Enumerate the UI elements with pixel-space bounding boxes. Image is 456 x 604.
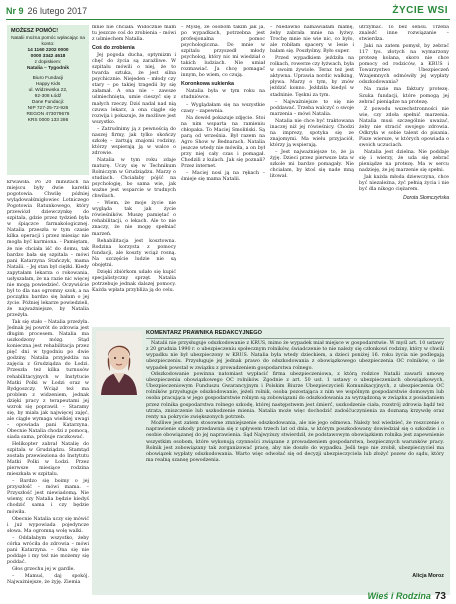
article-paragraph: Jak każda młoda dziewczyna, chce być niezależna, żyć pełnią życia i nie być dla nikogo ciężarem. xyxy=(359,175,449,193)
article-paragraph: Dzięki zbiórkom udało się kupić specjalistyczny sprzęt. Natalia potrzebuje jednak dalszej pomocy. Każda wpłata przybliża ją do celu. xyxy=(92,269,176,293)
transfer-note-value: Natalia – Tygodnik xyxy=(26,66,70,71)
bank-account-line-2: 0000 3342 4618 xyxy=(30,54,66,59)
article-paragraph: Głos grzechu jej w gardle. xyxy=(12,566,75,572)
article-paragraph: Jej pogoda ducha, optymizm i chęć do życia są zaraźliwe. W szpitalu mówili o niej, że to twarda sztuka, że jest silna psychicznie. Niejeden – młody czy stary – po takiej tragedii by się załamał. A ona nie – zawsze uśmiechnięta, umie cieszyć się z małych rzeczy. Dziś nadal nad nią czuwa lekarz, a ona ciągle się rozwija i pokazuje, że możliwe jest wszystko. xyxy=(92,53,176,125)
article-column-4 xyxy=(270,25,354,323)
bank-account-line-1: 14 1160 2202 0000 xyxy=(27,48,69,53)
article-column-5 xyxy=(359,25,449,323)
article-paragraph: Natalia w tym roku zdaje maturę. Uczy się w Technikum Rolniczym w Grudziądzu. Marzy o studiach. Chciałaby pójść na psychologię, bo sama wie, jak ważne jest wsparcie w trudnych chwilach. xyxy=(92,157,176,200)
article-paragraph: – Wiem, że moje życie nie wygląda tak jak życie rówieśników. Muszę pamiętać o rehabilitacji, o lekach. Ale to nie znaczy, że nie mogę spełniać marzeń. xyxy=(92,201,176,237)
subheading: Coś do zrobienia xyxy=(92,45,135,52)
article-paragraph: Z powodu wszechstronności nie wie, czy zdoła spełnić marzenia. Natalia musi szczególnie uważać, żeby nie stracić swojego zdrowia. Odkryła w sobie talent do pisania. Pisze wiersze, w których opowiada o swoich uczuciach. xyxy=(359,106,449,148)
article-paragraph: – Myślę, że osobom takim jak ja, po wypadkach, potrzebna jest profesjonalna pomoc psychologiczna. Do mnie w szpitalu przyszedł młody psycholog, który nic mi wiedział o takich ludziach. Nie umiał rozmawiać. Ja chcę pomagać innym, bo wiem, co czują. xyxy=(181,25,265,79)
foundation-data-label: Dane Fundacji: xyxy=(31,100,65,105)
commentary-paragraph: Odszkodowanie powinna natomiast wypłacić firma ubezpieczeniowa, z którą rodzice Natalii zawarli umowę ubezpieczenia obowiązkowego OC rolników. Zgodnie z art. 50 ust. 1 ustawy o ubezpieczeniach obowiązkowych, Ubezpieczeniowym Funduszu Gwarancyjnym i Polskim Biurze Ubezpieczycieli Komunikacyjnych, z ubezpieczenia OC rolników przysługuje odszkodowanie, jeżeli rolnik, osoba pozostająca z nim we wspólnym gospodarstwie domowym lub osoba pracująca w jego gospodarstwie rolnym są zobowiązani do odszkodowania za wyrządzoną w związku z posiadaniem przez rolnika gospodarstwa rolnego szkodę, której następstwem jest śmierć, uszkodzenie ciała, rozstrój zdrowia bądź też utrata, zniszczenie lub uszkodzenie mienia. Natalia może więc dochodzić zadośćuczynienia za doznaną krzywdę oraz renty na pokrycie zwiększonych potrzeb. xyxy=(146,371,444,420)
commentary-title: KOMENTARZ PRAWNIKA REDAKCYJNEGO xyxy=(146,330,262,336)
article-paragraph: krwawiła. Po 20 minutach na miejscu były dwie karetki pogotowia. Chwilę później wylądowałśmigłowiec Lotniczego Pogotowia Ratunkowego, który przewiózł dziewczynkę do szpitala, gdzie przez tydzień była w śpiączce farmakologicznej. Natalia przeszła w tym czasie kilka operacji i przez miesiąc nie mogła być karmiona. – Pamiętam, że nie chciała iść do domu, tak bardzo bała się szpitala – mówi pani Katarzyna Stańczyk, mama Natalii. – Jej stan był ciężki. Kiedy zapytałam lekarza o rokowania, usłyszałam, że na razie nic więcej nie mogą powiedzieć. Oczywiście był to dla nas ogromny szok, a na początku bardzo się bałam o jej życie. Później lekarze powiedzieli, że najważniejsze, by Natalia przeżyła. xyxy=(7,180,89,319)
article-paragraph: – Maciej nosi ją na rękach – śmieje się mama Natalii. xyxy=(181,171,265,183)
article-column-1 xyxy=(7,180,89,596)
article-paragraph: Natalia nie chce być traktowana inaczej niż jej rówieśnicy. Chodzi na imprezy, spotyka się ze znajomymi. Ma wielu przyjaciół, którzy ją wspierają. xyxy=(270,118,354,148)
subheading: Koronkowa sukienka xyxy=(181,81,234,88)
donation-box-title: MOŻESZ POMÓC! xyxy=(11,28,59,34)
foundation-regon: REGON 473079676 xyxy=(26,112,70,117)
article-paragraph: Helikopter zabrał Natalię do szpitala w Grudziądzu. Stamtąd została przewieziona do Instytutu Matki Polki w Łodzi. Przez pierwsze miesiące rodzina mieszkała w szpitalu. xyxy=(7,442,89,478)
author-signature: Dorota Słomczyńska xyxy=(403,195,449,202)
article-column-2 xyxy=(92,25,176,323)
article-paragraph: Jaki na zatem pomysł, by zebrać 117 tys. złotych na wymarzony protezę kolana, skoro nie chce pomocy od rodziców, a KRUS i Towarzystwo Ubezpieczeń Wzajemnych odmówiły jej wypłaty odszkodowania? xyxy=(359,44,449,86)
magazine-name: Wieś i Rodzina xyxy=(367,591,431,601)
page-footer xyxy=(367,586,446,604)
foundation-city: 92-308 Łódź xyxy=(34,94,62,99)
article-paragraph: – Oddałabym wszystko, żeby córka wróciła do zdrowia – mówi pani Katarzyna. – Ona się nie poddaje i my też nie możemy się poddać. xyxy=(7,535,89,565)
donation-intro: Natalii można pomóc wpłacając na konto: xyxy=(11,36,85,47)
transfer-note-label: z dopiskiem: xyxy=(34,60,62,65)
article-paragraph: Rehabilitacja jest kosztowna. Rodzina korzysta z pomocy fundacji, ale koszty wciąż rosną. Na szczęście ludzie nie są obojętni. xyxy=(92,238,176,268)
article-paragraph: Natalia była w tym roku na studniówce. xyxy=(181,89,265,101)
commentary-paragraph: Możliwe jest zatem stosowne zmniejszenie odszkodowania, ale nie jego odmowa. Należy też wiedzieć, że roszczenie o naprawienie szkody przedawnia się z upływem trzech lat od dnia, w którym poszkodowany dowiedział się o szkodzie i o osobie obowiązanej do jej naprawienia. Sąd Najwyższy stwierdził, że podstawowym obowiązkiem rolnika jest zapewnienie wszystkim osobom, które wykonują czynności związane z prowadzeniem gospodarstwa, bezpiecznych warunków pracy. Rolnik jest zobowiązany tak zorganizować pracę, aby nie doszło do wypadku. Jeśli tego nie zrobił, ubezpieczyciel ma obowiązek wypłaty odszkodowania. Warto więc odwołać się od decyzji ubezpieczyciela lub złożyć pozew do sądu, który ma realną szansę powodzenia. xyxy=(146,421,444,463)
portrait-illustration xyxy=(96,331,142,395)
article-paragraph: – Zatrudnimy ją z pewnością do naszej firmy, jak tylko skończy szkołę – żartują znajomi rodziny, którzy wspierają ją w walce o zdrowie. xyxy=(92,126,176,156)
article-paragraph: Natalia jest dzielna. Nie poddaje się i wierzy, że uda się zebrać pieniądze na protezę. Ma w sercu nadzieję, że jej marzenie się spełni. xyxy=(359,149,449,174)
article-paragraph: Na razie ma faktury protezę. Szuka fundacji, które pomogą jej zebrać pieniądze na protezę. xyxy=(359,87,449,105)
foundation-krs: KRS 0000 133 286 xyxy=(27,118,69,123)
article-paragraph: – Mamuś, daj spokój. Najważniejsze, że żyję. Ziemia xyxy=(7,574,89,586)
issue-number xyxy=(6,6,87,16)
issue-date: 26 lutego 2017 xyxy=(27,6,88,16)
article-paragraph: Przed wypadkiem jeździła na rolkach, rowerze czy łyżwach, była w swoim żywiole. Teraz też jest aktywna. Uprawia nordic walking, pływa. Marzy o tym, by znów jeździć konno. Jeździła kiedyś w stadninie. Tęskni za tym. xyxy=(270,56,354,98)
article-paragraph: Obecnie Natalia uczy się mówić i już wypowiada pojedyncze słowa. Ma ogromną wolę walki. xyxy=(7,516,89,534)
lawyer-photo xyxy=(96,331,142,395)
article-paragraph: Tak się stało – Natalia przeżyła. Jednak jej powrót do zdrowia jest długim procesem. Natalia ma uszkodzony mózg. Stąd konieczna jest rehabilitacja przez pięć dni w tygodniu po dwie godziny. Natalia przyjeżdża na zajęcia z Grudziądza do Łodzi. Przeszła też kilka turnusów rehabilitacyjnych w Instytucie Matki Polki w Łodzi oraz w Bydgoszczy. Wciąż też ma problem z widzeniem, jednak dzięki pracy z terapeutami jej wzrok się poprawił. – Staramy się, by miała jak najwięcej zajęć, ale ciągle wymaga wielkiej uwagi – opowiada pani Katarzyna. Obecnie Natalia chodzi z pomocą, siada sama, próbuje raczkować. xyxy=(7,320,89,440)
article-column-3 xyxy=(181,25,265,323)
page-header xyxy=(0,0,456,22)
article-paragraph: – Niedawno namawiałam mamę, żeby zabrała mnie na łyżwy. Trochę mnie nie wie nic, co było, ale robiłam spacery w lesie i bałam się. Poszłyśmy. Było super. xyxy=(270,25,354,55)
foundation-nip: NIP 727-25-72-926 xyxy=(27,106,69,111)
article-paragraph: Na dowód pokazuje zdjęcie. Stoi na nim wsparta na ramieniu chłopaka. To Maciej Smoliński. Są parą od września. Był razem na Agro Show w Bednarach. Natalia jeszcze wtedy nie mówiła, a on był przy niej cały czas i pomagał. Chodzili z kulach. Jak się poznali? Przez internet. xyxy=(181,115,265,169)
foundation-street: ul. Widzewska 22, xyxy=(28,88,68,93)
commentary-author: Alicja Moroz xyxy=(412,573,444,579)
article-paragraph: mnie nie chciała. Widocznie mam tu jeszcze coś do zrobienia – mówi z uśmiechem Natalia. xyxy=(92,25,176,43)
header-divider xyxy=(6,19,450,20)
article-paragraph: – Wyglądałam się na wszystkie czasy – zapewnia. xyxy=(181,102,265,114)
commentary-body xyxy=(146,341,444,464)
donation-info-box xyxy=(7,25,89,175)
article-paragraph: utrzymać. To bez sensu. Trzeba znaleźć inne rozwiązanie – stwierdza. xyxy=(359,25,449,43)
section-title: ŻYCIE WSI xyxy=(392,5,448,16)
article-paragraph: – Najważniejsze to się nie poddawać. Trzeba walczyć o swoje marzenia – mówi Natalia. xyxy=(270,99,354,117)
issue-label: Nr 9 xyxy=(6,6,24,16)
foundation-name: Happy Kids xyxy=(35,82,61,87)
page-number: 73 xyxy=(434,591,446,602)
article-paragraph: – Bardzo się boimy o jej przyszłość – mówi mama. – Przyszłość jest niewiadomą. Nie wiemy, czy Natalia będzie kiedyś chodzić sama i czy będzie mówiła. xyxy=(7,479,89,515)
commentary-divider xyxy=(146,338,444,339)
commentary-paragraph: Natalii nie przysługuje odszkodowanie z KRUS, mimo że wypadek miał miejsce w gospodarstwie. W myśl art. 10 ustawy z 20 grudnia 1990 r. o ubezpieczeniu społecznym rolników, świadczenie to nie należy się członkowi rodziny, który w chwili wypadku nie był ubezpieczony w KRUS. Natalia była wtedy dzieckiem, a dzieci poniżej 16. roku życia nie podlegają ubezpieczeniu. Przysługuje jej jednak prawo do odszkodowania z obowiązkowego ubezpieczenia OC rolników, o ile wypadek powstał w związku z prowadzeniem gospodarstwa rolnego. xyxy=(146,341,444,371)
article-paragraph: – Jest najważniejsze to, że ja żyję. Dzieci przez pierwsze lata w szkole mi bardzo pomagały. Nie chciałam, by ktoś się nade mną litował. xyxy=(270,149,354,180)
foundation-office-label: Biuro Fundacji xyxy=(32,76,64,81)
